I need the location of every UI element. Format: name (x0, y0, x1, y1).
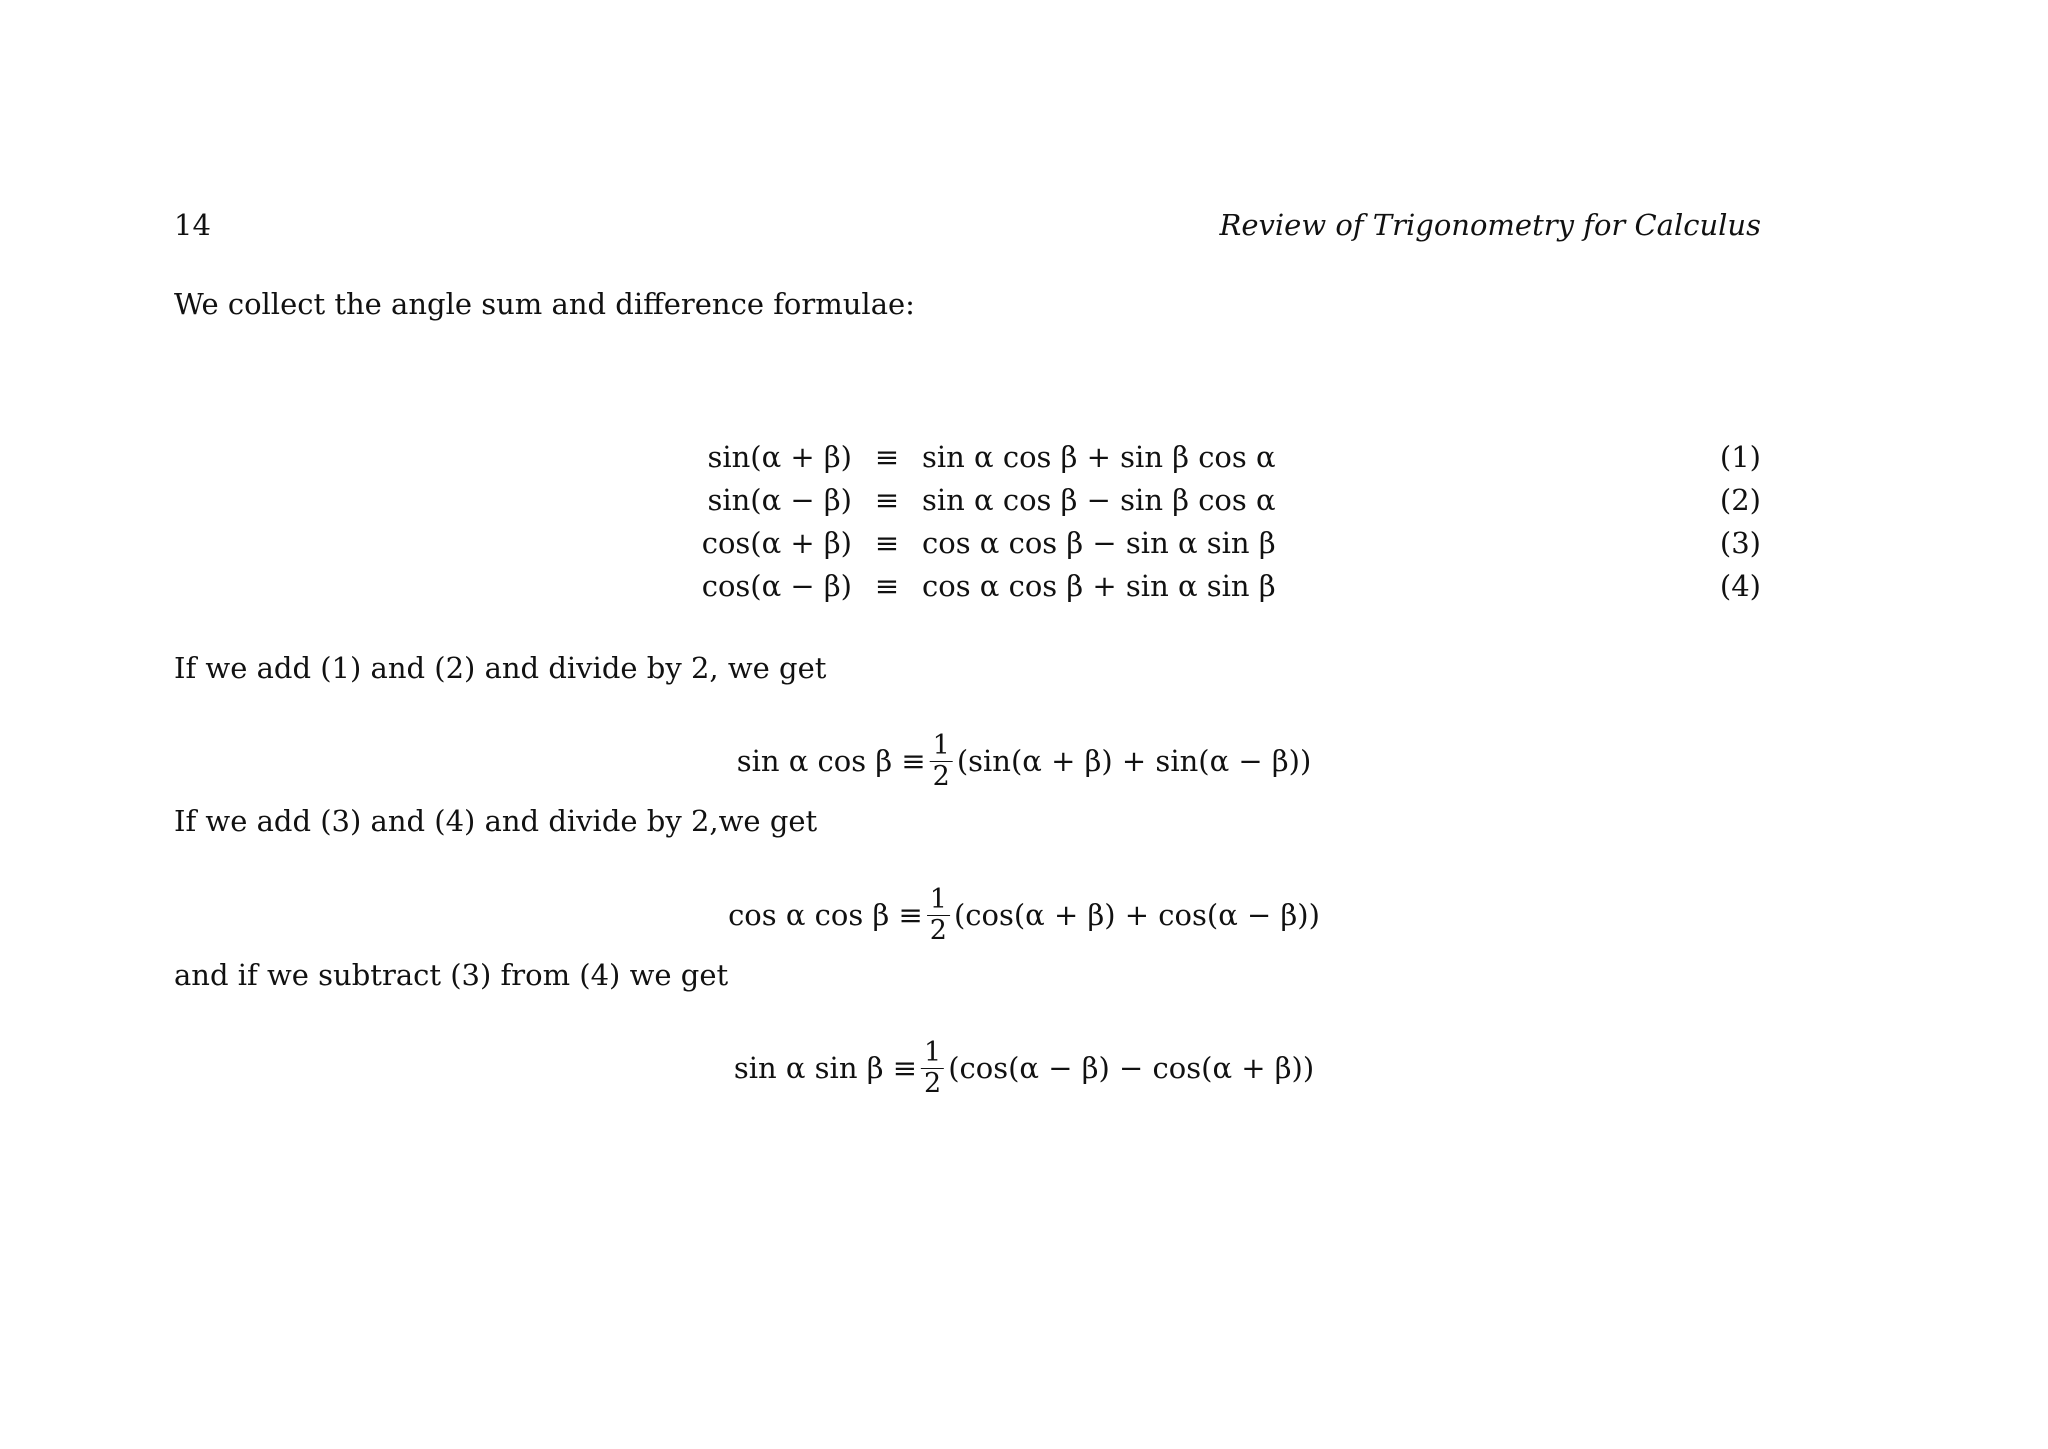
equation-rhs: cos α cos β + sin α sin β (922, 569, 1276, 603)
fraction-numerator: 1 (930, 731, 953, 762)
equation-lhs: sin(α + β) (707, 440, 852, 474)
display-rhs: (cos(α − β) − cos(α + β)) (948, 1051, 1315, 1085)
equation-rhs: sin α cos β + sin β cos α (922, 440, 1276, 474)
display-equation-cos-cos (0, 880, 2048, 950)
equation-lhs: cos(α + β) (701, 526, 852, 560)
fraction-denominator: 2 (924, 1067, 942, 1099)
fraction-one-half (930, 731, 953, 792)
equation-relation: ≡ (874, 440, 900, 474)
equation-relation: ≡ (874, 526, 900, 560)
equation-rhs: sin α cos β − sin β cos α (922, 483, 1276, 517)
display-equation-sin-cos (0, 726, 2048, 796)
fraction-denominator: 2 (929, 914, 947, 946)
equation-row (0, 522, 2048, 564)
equation-relation: ≡ (874, 483, 900, 517)
display-lhs: sin α sin β ≡ (733, 1051, 918, 1085)
equation-row (0, 436, 2048, 478)
page-number: 14 (174, 208, 211, 242)
paragraph-add-3-4: If we add (3) and (4) and divide by 2,we get (174, 804, 818, 838)
equation-number: (4) (1719, 569, 1761, 603)
equation-row (0, 479, 2048, 521)
fraction-denominator: 2 (932, 760, 950, 792)
paragraph-subtract-3-4: and if we subtract (3) from (4) we get (174, 958, 729, 992)
display-equation-sin-sin (0, 1033, 2048, 1103)
equation-number: (3) (1719, 526, 1761, 560)
equation-rhs: cos α cos β − sin α sin β (922, 526, 1276, 560)
equation-relation: ≡ (874, 569, 900, 603)
display-lhs: cos α cos β ≡ (728, 898, 923, 932)
equation-number: (1) (1719, 440, 1761, 474)
equation-number: (2) (1719, 483, 1761, 517)
fraction-numerator: 1 (927, 885, 950, 916)
equation-lhs: sin(α − β) (707, 483, 852, 517)
paragraph-add-1-2: If we add (1) and (2) and divide by 2, we get (174, 651, 827, 685)
fraction-numerator: 1 (921, 1038, 944, 1069)
running-title: Review of Trigonometry for Calculus (1219, 208, 1761, 242)
fraction-one-half (921, 1038, 944, 1099)
equation-row (0, 565, 2048, 607)
paragraph-intro: We collect the angle sum and difference formulae: (174, 287, 915, 321)
fraction-one-half (927, 885, 950, 946)
running-head (174, 203, 1761, 247)
equation-lhs: cos(α − β) (701, 569, 852, 603)
display-rhs: (sin(α + β) + sin(α − β)) (956, 744, 1312, 778)
display-lhs: sin α cos β ≡ (736, 744, 926, 778)
display-rhs: (cos(α + β) + cos(α − β)) (953, 898, 1320, 932)
